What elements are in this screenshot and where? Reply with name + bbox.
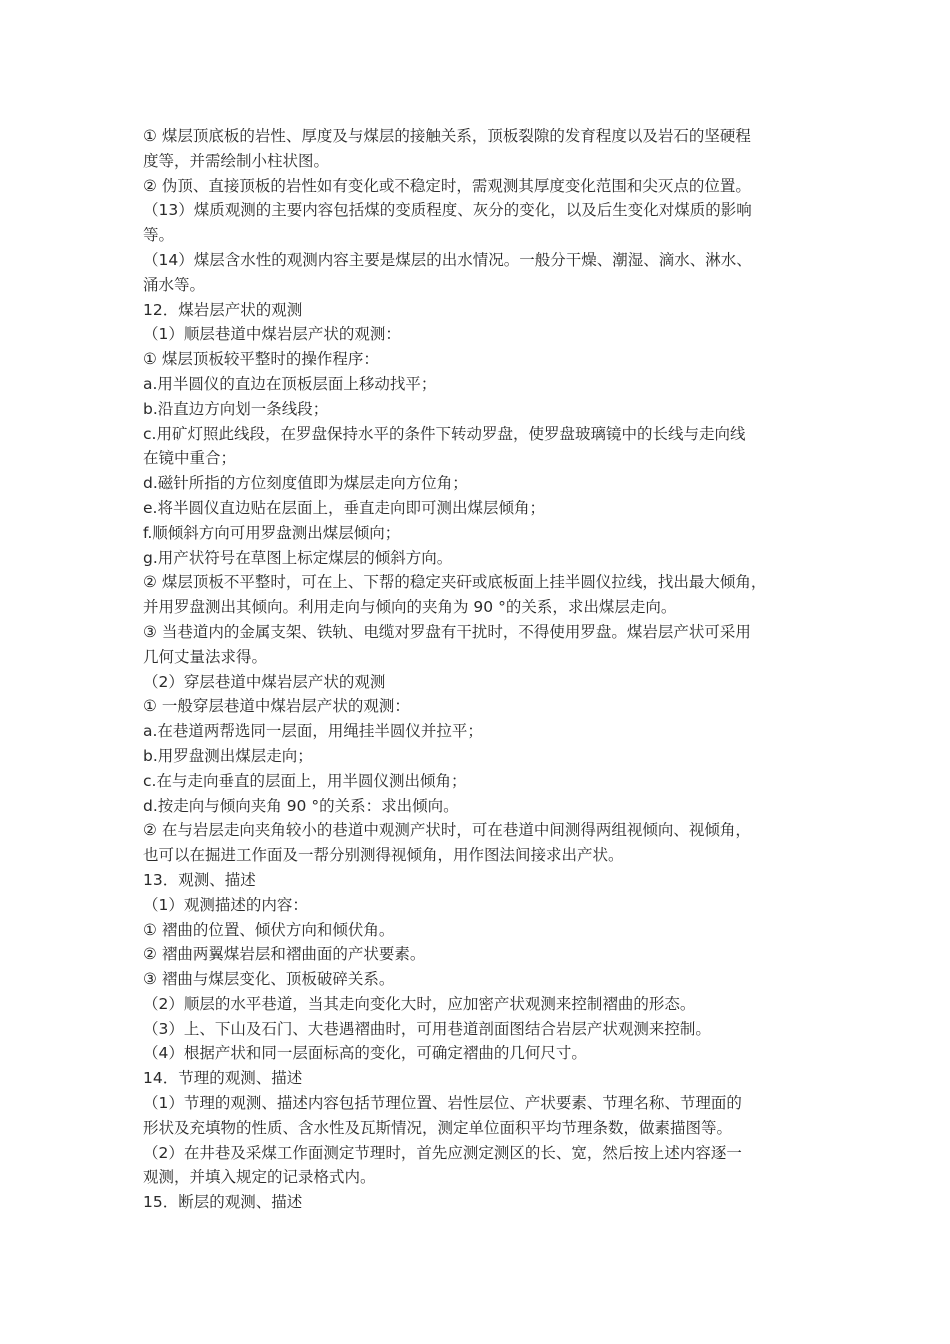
section-heading: 13．观测、描述: [143, 870, 256, 889]
section-heading: 15．断层的观测、描述: [143, 1193, 303, 1212]
text-line: （2）顺层的水平巷道，当其走向变化大时，应加密产状观测来控制褶曲的形态。: [143, 994, 696, 1013]
text-line: f.顺倾斜方向可用罗盘测出煤层倾向；: [143, 523, 401, 542]
text-line: （2）穿层巷道中煤岩层产状的观测: [143, 672, 386, 691]
text-line: 在镜中重合；: [143, 449, 237, 468]
text-line: ① 煤层顶板较平整时的操作程序：: [143, 350, 379, 369]
text-line: b.沿直边方向划一条线段；: [143, 399, 329, 418]
text-line: 也可以在掘进工作面及一帮分别测得视倾角，用作图法间接求出产状。: [143, 846, 624, 865]
text-line: （1）顺层巷道中煤岩层产状的观测：: [143, 325, 401, 344]
text-line: （14）煤层含水性的观测内容主要是煤层的出水情况。一般分干燥、潮湿、滴水、淋水、: [143, 250, 752, 269]
text-line: （1）观测描述的内容：: [143, 895, 308, 914]
text-line: 涌水等。: [143, 275, 206, 294]
text-line: ① 煤层顶底板的岩性、厚度及与煤层的接触关系，顶板裂隙的发育程度以及岩石的坚硬程: [143, 127, 751, 145]
text-line: ② 褶曲两翼煤岩层和褶曲面的产状要素。: [143, 945, 426, 964]
text-line: ① 一般穿层巷道中煤岩层产状的观测：: [143, 697, 410, 716]
text-line: c.在与走向垂直的层面上，用半圆仪测出倾角；: [143, 771, 467, 790]
text-line: 并用罗盘测出其倾向。利用走向与倾向的夹角为 90 °的关系，求出煤层走向。: [143, 598, 677, 617]
text-line: ③ 当巷道内的金属支架、铁轨、电缆对罗盘有干扰时，不得使用罗盘。煤岩层产状可采用: [143, 622, 751, 641]
text-line: （3）上、下山及石门、大巷遇褶曲时，可用巷道剖面图结合岩层产状观测来控制。: [143, 1019, 711, 1038]
text-line: （1）节理的观测、描述内容包括节理位置、岩性层位、产状要素、节理名称、节理面的: [143, 1094, 742, 1113]
text-line: 等。: [143, 226, 175, 245]
text-line: 几何丈量法求得。: [143, 647, 268, 666]
text-line: ② 伪顶、直接顶板的岩性如有变化或不稳定时，需观测其厚度变化范围和尖灭点的位置。: [143, 176, 751, 195]
text-line: ③ 褶曲与煤层变化、顶板破碎关系。: [143, 970, 395, 989]
text-line: d.磁针所指的方位刻度值即为煤层走向方位角；: [143, 474, 468, 493]
text-line: d.按走向与倾向夹角 90 °的关系：求出倾向。: [143, 796, 459, 815]
text-line: 观测，并填入规定的记录格式内。: [143, 1168, 376, 1187]
text-line: 形状及充填物的性质、含水性及瓦斯情况，测定单位面积平均节理条数，做素描图等。: [143, 1118, 733, 1137]
document-page: [143, 124, 815, 1215]
text-line: g.用产状符号在草图上标定煤层的倾斜方向。: [143, 548, 453, 567]
text-line: ② 在与岩层走向夹角较小的巷道中观测产状时，可在巷道中间测得两组视倾向、视倾角，: [143, 821, 751, 840]
text-line: （4）根据产状和同一层面标高的变化，可确定褶曲的几何尺寸。: [143, 1044, 587, 1063]
section-heading: 14．节理的观测、描述: [143, 1069, 303, 1088]
text-line: c.用矿灯照此线段，在罗盘保持水平的条件下转动罗盘，使罗盘玻璃镜中的长线与走向线: [143, 424, 746, 443]
text-line: （2）在井巷及采煤工作面测定节理时，首先应测定测区的长、宽，然后按上述内容逐一: [143, 1143, 742, 1162]
text-line: b.用罗盘测出煤层走向；: [143, 746, 313, 765]
section-heading: 12．煤岩层产状的观测: [143, 300, 303, 319]
text-line: a.在巷道两帮选同一层面，用绳挂半圆仪并拉平；: [143, 722, 483, 741]
text-line: ① 褶曲的位置、倾伏方向和倾伏角。: [143, 920, 395, 939]
text-line: （13）煤质观测的主要内容包括煤的变质程度、灰分的变化，以及后生变化对煤质的影响: [143, 201, 752, 220]
text-line: ② 煤层顶板不平整时，可在上、下帮的稳定夹矸或底板面上挂半圆仪拉线，找出最大倾角，: [143, 573, 767, 592]
text-line: 度等，并需绘制小柱状图。: [143, 151, 330, 170]
text-line: a.用半圆仪的直边在顶板层面上移动找平；: [143, 374, 437, 393]
text-line: e.将半圆仪直边贴在层面上，垂直走向即可测出煤层倾角；: [143, 498, 545, 517]
